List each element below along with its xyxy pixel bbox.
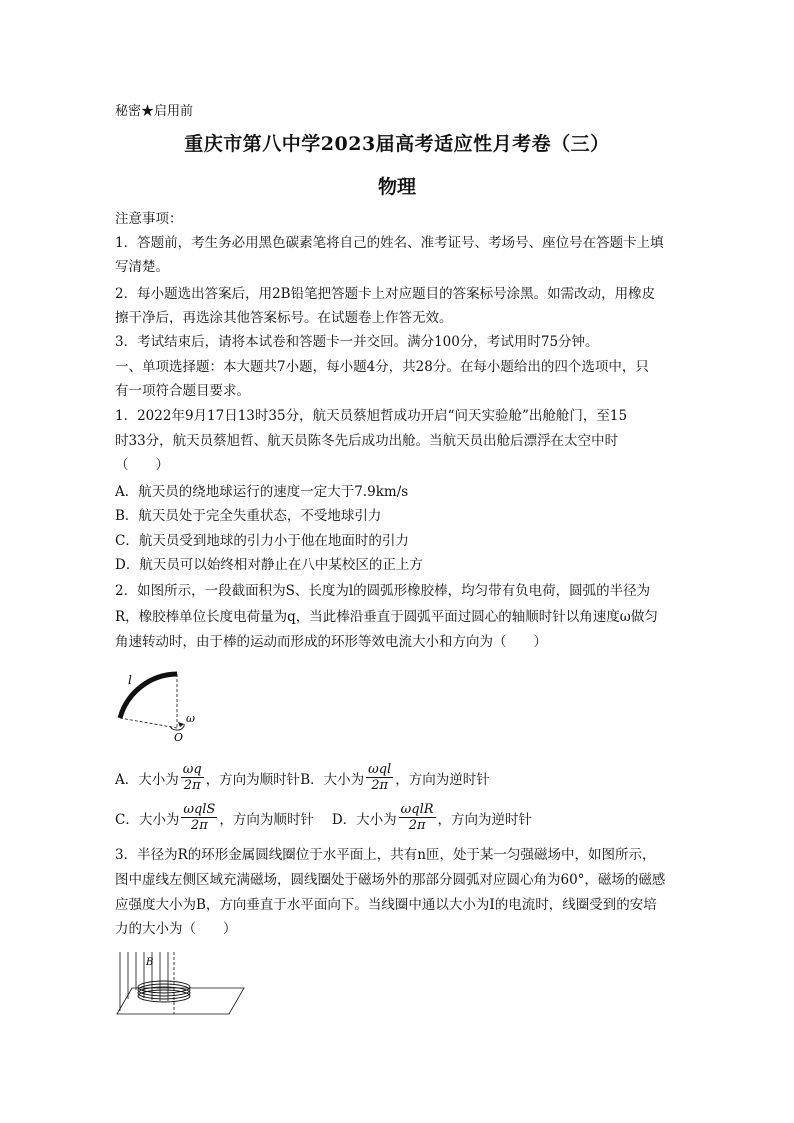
subject-title: 物理 [377, 176, 416, 198]
question-stem: 3．半径为R的环形金属圆线圈位于水平面上，共有n匝，处于某一匀强磁场中，如图所示， [115, 847, 656, 863]
question-stem: 力的大小为（ ） [115, 921, 237, 937]
option-a-prefix: A．大小为 [115, 771, 179, 788]
label-b: B [146, 957, 154, 968]
question-stem: 2．如图所示，一段截面积为S、长度为l的圆弧形橡胶棒，均匀带有负电荷，圆弧的半径为 [115, 583, 651, 599]
option-row-ab [115, 762, 490, 793]
question-stem: 1．2022年9月17日13时35分，航天员蔡旭哲成功开启“问天实验舱”出舱舱门，至15 [115, 408, 628, 424]
fraction: $\frac{\text{ωqlS}}{2\pi}$ [183, 802, 216, 833]
option-a-suffix: ，方向为顺时针 [205, 771, 301, 788]
option-d: D．航天员可以始终相对静止在八中某校区的正上方 [115, 557, 423, 573]
option-c: C．航天员受到地球的引力小于他在地面时的引力 [115, 533, 409, 549]
option-d-suffix: ，方向为逆时针 [437, 811, 533, 828]
notice-line: 3．考试结束后，请将本试卷和答题卡一并交回。满分100分，考试用时75分钟。 [115, 334, 599, 350]
option-d-prefix: D．大小为 [331, 811, 397, 828]
fraction: $\frac{\omega q}{2\pi}$ [182, 762, 202, 793]
notice-line: 擦干净后，再选涂其他答案标号。在试题卷上作答无效。 [115, 310, 453, 326]
option-b: B．航天员处于完全失重状态，不受地球引力 [115, 508, 382, 524]
question-stem: （ ） [115, 457, 169, 473]
option-b-prefix: B．大小为 [300, 771, 365, 788]
label-o: O [174, 731, 184, 744]
fraction: $\frac{\text{ωqlR}}{2\pi}$ [400, 802, 434, 833]
question-stem: 图中虚线左侧区域充满磁场，圆线圈处于磁场外的那部分圆弧对应圆心角为60°，磁场的磁感 [115, 872, 666, 888]
fraction: $\frac{\text{ωql}}{2\pi}$ [368, 762, 392, 793]
option-row-cd [115, 802, 532, 833]
coil-field-figure [112, 948, 247, 1020]
notice-line: 1．答题前，考生务必用黑色碳素笔将自己的姓名、准考证号、考场号、座位号在答题卡上填 [115, 235, 664, 251]
notice-line: 写清楚。 [115, 259, 169, 275]
notice-heading: 注意事项： [115, 211, 183, 227]
question-stem: 角速转动时，由于棒的运动而形成的环形等效电流大小和方向为（ ） [115, 634, 547, 650]
label-omega: ω [186, 712, 195, 725]
arc-rod-figure [112, 668, 202, 748]
option-b-suffix: ，方向为逆时针 [395, 771, 490, 788]
label-l: l [128, 673, 132, 687]
option-a: A．航天员的绕地球运行的速度一定大于7.9km/s [115, 484, 409, 500]
question-stem: 应强度大小为B，方向垂直于水平面向下。当线圈中通以大小为I的电流时，线圈受到的安培 [115, 897, 657, 913]
option-c-prefix: C．大小为 [115, 811, 180, 828]
secret-label: 秘密★启用前 [115, 104, 194, 119]
notice-line: 2．每小题选出答案后，用2B铅笔把答题卡上对应题目的答案标号涂黑。如需改动，用橡皮 [115, 286, 656, 302]
section-heading: 一、单项选择题：本大题共7小题，每小题4分，共28分。在每小题给出的四个选项中，只 [115, 359, 649, 375]
section-heading: 有一项符合题目要求。 [115, 383, 250, 399]
question-stem: R，橡胶棒单位长度电荷量为q，当此棒沿垂直于圆弧平面过圆心的轴顺时针以角速度ω做匀 [115, 609, 658, 625]
exam-title: 重庆市第八中学2023届高考适应性月考卷（三） [184, 133, 610, 155]
option-c-suffix: ，方向为顺时针 [219, 811, 314, 828]
question-stem: 时33分，航天员蔡旭哲、航天员陈冬先后成功出舱。当航天员出舱后漂浮在太空中时 [115, 433, 619, 449]
